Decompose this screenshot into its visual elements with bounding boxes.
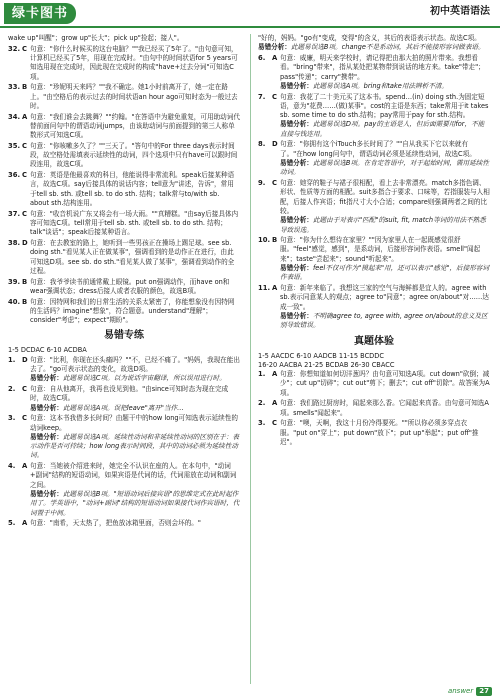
question-number: 9. [258, 179, 266, 188]
question-number: 3. [258, 419, 266, 428]
answer-letter: A [22, 519, 28, 528]
footer-label: answer [447, 686, 474, 695]
answer-key-line: 1-5 AACDC 6-10 AADCB 11-15 BCDDC [258, 351, 384, 360]
error-text: 此题易误选A项。误把leave"离开"当作… [62, 403, 184, 412]
question-number: 40. [8, 297, 21, 306]
answer-entry [8, 298, 240, 326]
analysis-text: 句意："你为什么想待在家里？""因为家里人在一起既感觉很舒服。"feel"感觉，感到"，是系动词，后接形容词作表语。smell"闻起来"；taste"尝起来"；sound"听起来"。 [280, 236, 481, 263]
answer-entry [258, 236, 490, 282]
question-number: 2. [8, 385, 16, 393]
analysis-text: 句意："噢，天啊，我这十月份冷得要死。""所以你必须多穿点衣服。"put on"穿上"；put down"放下"；put up"举起"；put off"推迟"。 [280, 419, 479, 446]
answer-entry [8, 171, 240, 208]
answer-letter: C [272, 179, 277, 188]
section-title-errors: 易错专练 [104, 330, 144, 342]
right-column [258, 34, 490, 449]
analysis-text: 句意：自从他离开，我再也没见到他。"由since可知时态为现在完成时，故选C项。 [30, 385, 229, 403]
answer-entry [8, 34, 240, 43]
answer-letter: B [22, 297, 28, 306]
answer-entry [8, 462, 240, 518]
analysis-text: 句意："你咳嗽多久了？""三天了。"答句中的For three days表示时间段，故空格处需填表示延续性的动词，四个选项中只有have可以跟时间段连用，故选C项。 [30, 141, 238, 169]
error-text: 此题由于对表示"匹配"的suit, fit, match等词的用法不熟悉导致误选。 [280, 216, 486, 234]
answer-entry [8, 356, 240, 384]
error-text: 此题易误选B项。在肯定答语中，对于起始时间，需用延续性动词。 [280, 159, 489, 177]
question-number: 10. [258, 236, 271, 245]
analysis-text: 句意："收音机说广东又将会有一场大雨。""真糟糕。"由say后接具体内容可知选C项。tell常用于tell sb. sth. 或tell sb. to do sth. 结构；talk"谈话"；speak后接某种语言。 [30, 209, 239, 237]
answer-letter: A [22, 462, 28, 471]
error-text: 此题易误选C项。以为说话宇宙翻译，所以误用进行时。 [62, 374, 226, 383]
error-label-icon: 易错分析： [30, 403, 63, 412]
analysis-text: 句意：你想知道如何切洋葱吗？由句意可知选A项。cut down"砍倒；减少"；cut up"切碎"；cut out"剪下；删去"；cut off"切除"。故答案为A项。 [280, 370, 490, 397]
answer-entry [8, 519, 240, 528]
analysis-text: wake up"叫醒"；grow up"长大"；pick up"捡起；接人"。 [8, 34, 184, 42]
left-column [8, 34, 240, 530]
error-text: 此题易误选D项。pay的主语是人，但后面需要用for，不能直接与钱连用。 [280, 120, 485, 138]
question-number: 39. [8, 277, 21, 286]
analysis-text: 句意："比利，你现在还头痛吗？""不，已经不痛了。"妈妈，我现在能出去了。"go可表示状态的变化，故选D项。 [30, 355, 240, 374]
analysis-text: 句意：我花了二十美元买了这本书。spend…(in) doing sth.为固定短语，意为"花费……(做)某事"。cost的主语是东西；take常用于it takes sb. some time to do sth.结构；pay常用于pay for sth.结构。 [280, 92, 489, 120]
question-number: 34. [8, 112, 21, 121]
answer-entry [258, 370, 490, 398]
answer-entry [258, 93, 490, 139]
error-label-icon: 易错分析： [280, 311, 313, 320]
error-analysis [280, 216, 490, 235]
answer-letter: C [22, 141, 27, 150]
question-number: 38. [8, 238, 21, 247]
answer-letter: A [272, 284, 278, 293]
section-answers-errors [8, 346, 240, 355]
answer-entry [8, 45, 240, 82]
error-label-icon: 易错分析： [30, 374, 63, 383]
question-number: 1. [258, 370, 266, 379]
analysis-text: 句意：我爷爷读书前通常戴上眼镜。put on强调动作，而have on和wear强调状态；dress后接人或者衣服的颜色，故选B项。 [30, 277, 230, 295]
error-label-icon: 易错分析： [280, 81, 313, 90]
answer-entry [8, 210, 240, 238]
error-label-icon: 易错分析： [280, 120, 313, 129]
error-analysis [280, 120, 490, 139]
error-label-icon: 易错分析： [30, 432, 63, 441]
answer-letter: A [272, 370, 278, 379]
answer-letter: A [22, 112, 28, 121]
answer-entry [258, 179, 490, 235]
question-number: 37. [8, 209, 21, 218]
error-label-icon: 易错分析： [280, 216, 313, 225]
error-analysis [30, 490, 240, 518]
analysis-text: 句意："珍妮明天来吗？""我不确定。她1小时前离开了，她一定在路上。"由空格后的表示过去的时间状语an hour ago可知时态为一般过去时。 [30, 83, 238, 110]
question-number: 5. [8, 519, 16, 528]
error-text: 此题易误选A项。bring和take用法辨析不清。 [312, 81, 448, 90]
analysis-text: 句意："你拥有这个iTouch多长时间了？""自从我买下它以来就有了。"在how long问句中，谓语动词必须是延续性动词，故选C项。 [280, 140, 476, 158]
error-analysis [30, 404, 240, 413]
error-analysis [280, 312, 490, 331]
answer-letter: D [22, 238, 28, 247]
question-number: 36. [8, 171, 21, 180]
error-analysis [30, 433, 240, 461]
answer-entry [8, 278, 240, 297]
analysis-text: 句意：当她被介绍进来时，她完全不认识在座的人。在本句中，"动词+副词"结构的短语动词，如果宾语是代词的话，代词需放在动词和副词之间。 [30, 462, 237, 489]
analysis-text: 句意："你什么时候买的这台电脑？""我已经买了5年了。"由句意可知，计算机已经买了5年，用现在完成时。"由句中的时间状语for 5 years可知选用现在完成时，因此现在完成时的构成"have+过去分词"可知选C项。 [30, 44, 238, 81]
question-number: 7. [258, 92, 266, 101]
error-analysis [280, 159, 490, 178]
answer-entry [258, 54, 490, 91]
answer-letter: C [22, 209, 27, 218]
section-title-real: 真题体验 [354, 335, 394, 347]
answer-key-line: 16-20 AACBA 21-25 BCDAB 26-30 CBACC [258, 360, 395, 369]
error-analysis [258, 43, 490, 52]
question-number: 2. [258, 399, 266, 408]
answer-letter: B [22, 277, 28, 286]
question-number: 33. [8, 83, 21, 92]
analysis-text: "好的，妈妈。"go有"变成，变得"的含义，其后的表语表示状态。故选C项。 [258, 34, 481, 42]
section-answers-real [258, 352, 490, 371]
question-number: 32. [8, 44, 21, 53]
answer-entry [258, 419, 490, 447]
answer-key-line: 1-5 DCDAC 6-10 ACDBA [8, 346, 87, 355]
analysis-text: 句意：她穿的鞋子与裙子很相配，看上去非常漂亮。match多指色调、形状、性质等方面的相配。suit多指合于要求、口味等，若指服装与人相配，后接人作宾语；fit指尺寸大小合适；compare则强调两者之间的比较。 [280, 179, 490, 215]
analysis-text: 句意：因特网和我们的日常生活的关系太紧密了，你能想象没有因特网的生活吗？imagine"想象"，符合题意。understand"理解"；consider"考虑"；expect"期盼"。 [30, 297, 235, 325]
error-analysis [30, 374, 240, 383]
answer-letter: C [22, 171, 27, 180]
brand-logo: 绿卡图书 [4, 3, 76, 24]
error-text: 此题易误选A项。延续性动词和非延续性动词的区别在于：表示动作是否可持续；how long表示时间段，其中的动词必须为延续性动词。 [30, 432, 239, 460]
answer-letter: A [272, 53, 278, 62]
answer-entry [258, 399, 490, 418]
answer-entry [8, 385, 240, 413]
answer-entry [8, 83, 240, 111]
answer-letter: C [22, 44, 27, 53]
left-error-group [8, 356, 240, 529]
answer-letter: C [272, 419, 277, 428]
error-text: 此题易误选B项。change不是系动词，其后不能接形容词做表语。 [290, 43, 485, 52]
error-label-icon: 易错分析： [30, 490, 63, 499]
left-answers-group [8, 34, 240, 325]
answer-letter: C [272, 92, 277, 101]
question-number: 4. [8, 462, 16, 471]
answer-entry [258, 140, 490, 177]
column-divider [250, 34, 251, 684]
error-text: 此题易误选B项。"短语动词后接宾语"的思维定式在此时起作用了。学英语中，"动词+副词"结构的短语动词如果接代词作宾语时，代词置于中间。 [30, 490, 240, 517]
error-text: feel不仅可作为"摸起来"用，还可以表示"感觉"，后接形容词作表语。 [280, 264, 490, 282]
right-answers-group [258, 34, 490, 331]
answer-entry [258, 284, 490, 330]
answer-letter: C [22, 414, 27, 423]
error-label-icon: 易错分析： [258, 43, 291, 52]
question-number: 1. [8, 355, 16, 364]
error-label-icon: 易错分析： [280, 159, 313, 168]
answer-entry [8, 142, 240, 170]
answer-letter: B [22, 83, 28, 92]
answer-letter: B [272, 236, 278, 245]
analysis-text: 句意：英语是他最喜欢的科目，他能说得非常流利。speak后接某种语言，故选C项。say后接具体的说话内容；tell意为"讲述，告诉"，常用于tell sb. sth. 或tell sb. to do sth. 结构；talk常与to/with sb. about sth.结构连用。 [30, 171, 235, 207]
error-label-icon: 易错分析： [280, 264, 313, 273]
analysis-text: 句意：威廉，明天来学校时，请记得把由那大拍的照片带来。我想看看。"bring"带来"，指从某处把某物带到说话的地方来。take"带走"；pass"传递"；carry"携带"。 [280, 53, 485, 81]
page-number: 27 [476, 687, 492, 696]
error-analysis [280, 82, 490, 91]
question-number: 11. [258, 284, 271, 293]
analysis-text: 句意："南希，天太热了，把鱼放冰箱里面，否则会坏的。" [30, 519, 201, 528]
answer-entry [8, 239, 240, 276]
error-analysis [280, 264, 490, 283]
answer-letter: A [272, 399, 278, 408]
question-number: 3. [8, 414, 16, 423]
analysis-text: 句意：我们路过厨房时，闻起来那么香。它闻起来真香。由句意可知选A项。smells"闻起来"。 [280, 399, 489, 417]
question-number: 8. [258, 140, 266, 149]
answer-entry [8, 113, 240, 141]
answer-letter: D [272, 140, 278, 149]
analysis-text: 句意："我们谁会去跳舞？""约翰。"在答语中为避免重复，可用助动词代替前面问句中的谓语动词jumps，由该助动词与前面提到的第三人称单数形式可知选C项。 [30, 112, 240, 140]
analysis-text: 句意：这本书我借多长时间？由题干中的how long可知选表示延续性的动词keep。 [30, 414, 238, 432]
header-rule [0, 26, 500, 28]
answer-entry [258, 34, 490, 53]
answer-letter: C [22, 385, 27, 393]
page-header [0, 0, 500, 28]
right-real-group [258, 370, 490, 447]
question-number: 35. [8, 141, 21, 150]
error-text: 不明确agree to, agree with, agree on/about的意义及区别导致错误。 [280, 311, 488, 330]
page-footer [448, 687, 492, 696]
analysis-text: 句意：新年来临了。我想这三家的空气与海鲜都是宜人的。agree with sb.表示同意某人的观点；agree to"同意"；agree on/about"对……达成一致"。 [280, 284, 489, 311]
book-title: 初中英语语法 [430, 6, 490, 17]
answer-entry [8, 414, 240, 460]
question-number: 6. [258, 53, 266, 62]
analysis-text: 句意：在去教室的路上，她听到一些男孩正在操场上踢足球。see sb. doing sth."看见某人正在做某事"，强调看到的是动作正在进行，由此可知选D项。see sb. do sth."看见某人做了某事"，强调看到动作的全过程。 [30, 238, 235, 275]
answer-letter: D [22, 355, 28, 364]
